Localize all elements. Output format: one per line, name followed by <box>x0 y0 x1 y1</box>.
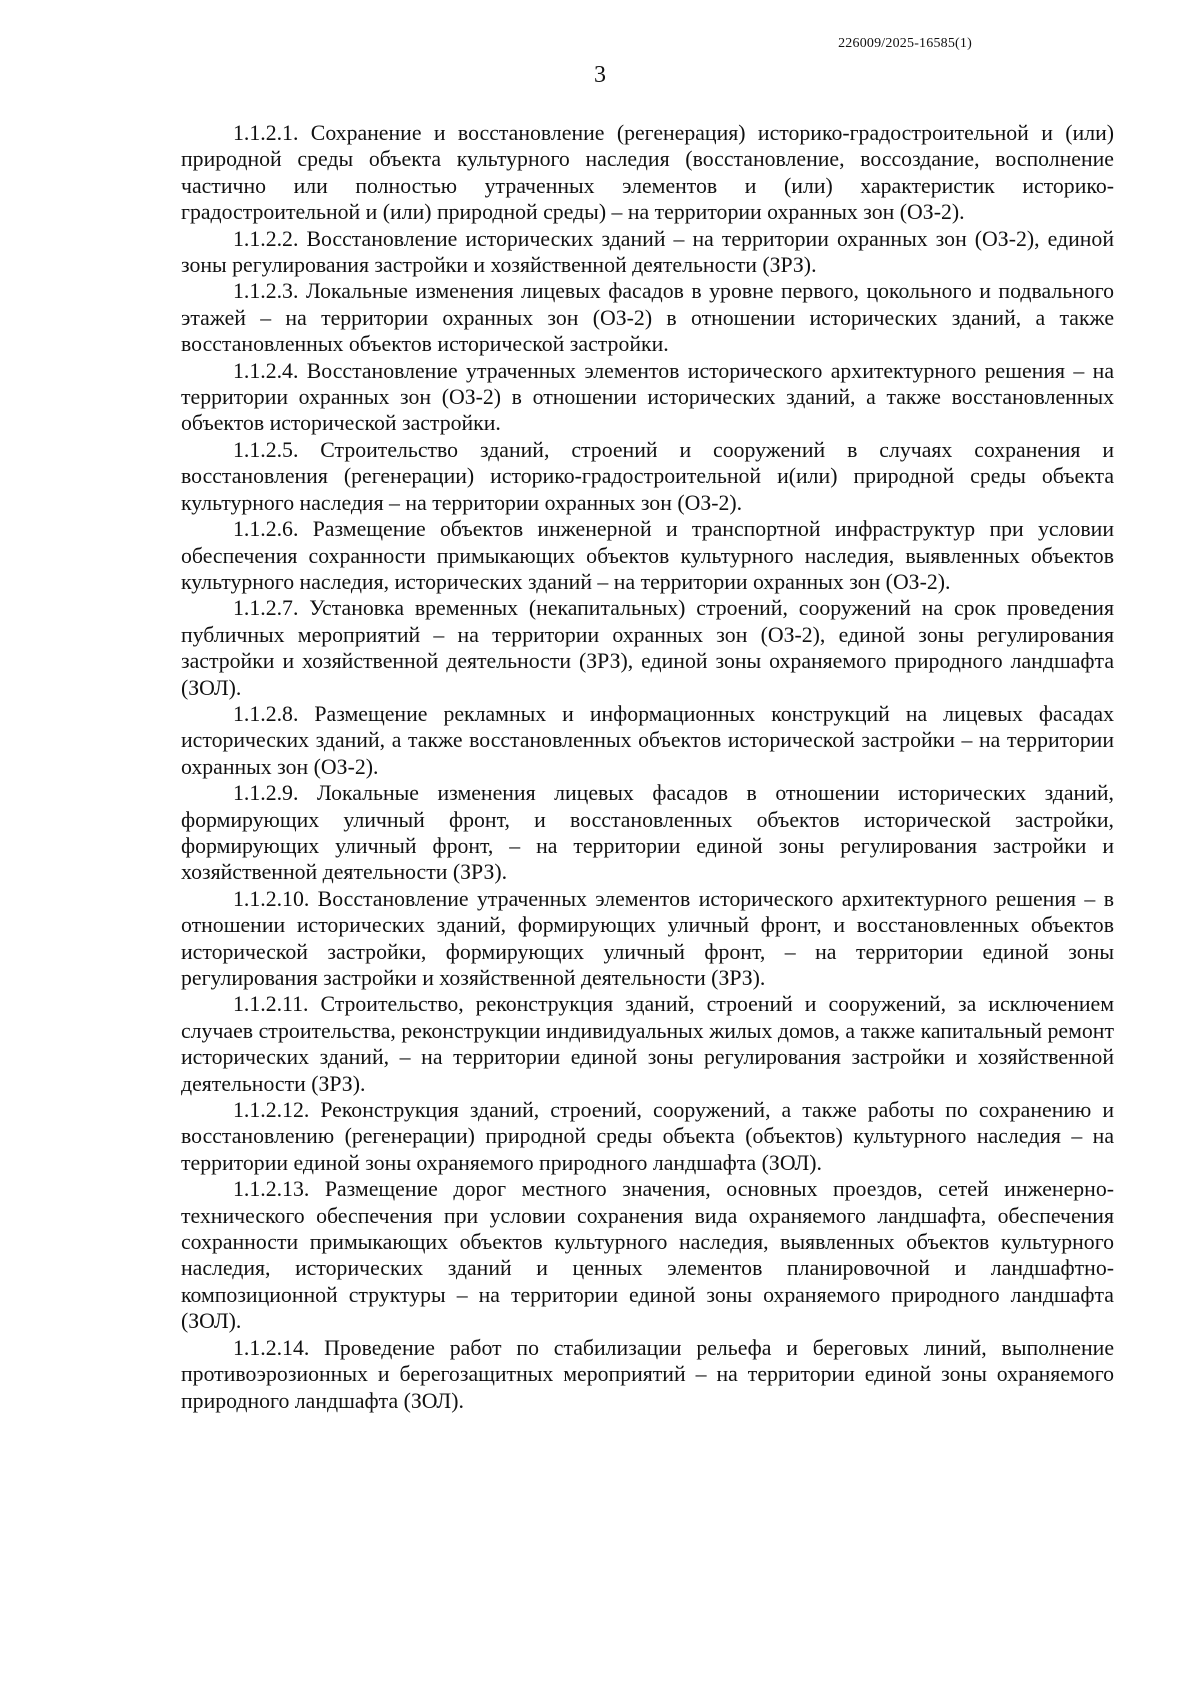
clause-1-1-2-6: 1.1.2.6. Размещение объектов инженерной и транспортной инфраструктур при условии обеспечения сохранности примыкающих объектов культурного наследия, выявленных объектов культурного наследия, исторических зданий – на территории охранных зон (ОЗ-2). <box>181 517 1114 594</box>
document-body <box>181 120 1114 1414</box>
clause-1-1-2-7: 1.1.2.7. Установка временных (некапитальных) строений, сооружений на срок проведения публичных мероприятий – на территории охранных зон (ОЗ-2), единой зоны регулирования застройки и хозяйственной деятельности (ЗРЗ), единой зоны охраняемого природного ландшафта (ЗОЛ). <box>181 596 1114 700</box>
clause-1-1-2-13: 1.1.2.13. Размещение дорог местного значения, основных проездов, сетей инженерно-технического обеспечения при условии сохранения вида охраняемого ландшафта, обеспечения сохранности примыкающих объектов культурного наследия, выявленных объектов культурного наследия, исторических зданий и ценных элементов планировочной и ландшафтно-композиционной структуры – на территории единой зоны охраняемого природного ландшафта (ЗОЛ). <box>181 1177 1114 1334</box>
clause-1-1-2-8: 1.1.2.8. Размещение рекламных и информационных конструкций на лицевых фасадах исторических зданий, а также восстановленных объектов исторической застройки – на территории охранных зон (ОЗ-2). <box>181 701 1114 779</box>
clause-1-1-2-2: 1.1.2.2. Восстановление исторических зданий – на территории охранных зон (ОЗ-2), единой зоны регулирования застройки и хозяйственной деятельности (ЗРЗ). <box>181 226 1114 278</box>
clause-1-1-2-10: 1.1.2.10. Восстановление утраченных элементов исторического архитектурного решения – в отношении исторических зданий, формирующих уличный фронт, и восстановленных объектов исторической застройки, формирующих уличный фронт, – на территории единой зоны регулирования застройки и хозяйственной деятельности (ЗРЗ). <box>181 886 1114 990</box>
clause-1-1-2-12: 1.1.2.12. Реконструкция зданий, строений, сооружений, а также работы по сохранению и восстановлению (регенерации) природной среды объекта (объектов) культурного наследия – на территории единой зоны охраняемого природного ландшафта (ЗОЛ). <box>181 1098 1114 1175</box>
clause-1-1-2-9: 1.1.2.9. Локальные изменения лицевых фасадов в отношении исторических зданий, формирующих уличный фронт, и восстановленных объектов исторической застройки, формирующих уличный фронт, – на территории единой зоны регулирования застройки и хозяйственной деятельности (ЗРЗ). <box>181 781 1114 885</box>
clause-1-1-2-11: 1.1.2.11. Строительство, реконструкция зданий, строений и сооружений, за исключением случаев строительства, реконструкции индивидуальных жилых домов, а также капитальный ремонт исторических зданий, – на территории единой зоны регулирования застройки и хозяйственной деятельности (ЗРЗ). <box>181 992 1114 1096</box>
clause-1-1-2-4: 1.1.2.4. Восстановление утраченных элементов исторического архитектурного решения – на территории охранных зон (ОЗ-2) в отношении исторических зданий, а также восстановленных объектов исторической застройки. <box>181 358 1114 436</box>
page-number: 3 <box>594 62 606 88</box>
document-registration-number: 226009/2025-16585(1) <box>838 36 972 51</box>
clause-1-1-2-14: 1.1.2.14. Проведение работ по стабилизации рельефа и береговых линий, выполнение противоэрозионных и берегозащитных мероприятий – на территории единой зоны охраняемого природного ландшафта (ЗОЛ). <box>181 1335 1114 1413</box>
clause-1-1-2-3: 1.1.2.3. Локальные изменения лицевых фасадов в уровне первого, цокольного и подвального этажей – на территории охранных зон (ОЗ-2) в отношении исторических зданий, а также восстановленных объектов исторической застройки. <box>181 279 1114 357</box>
clause-1-1-2-1: 1.1.2.1. Сохранение и восстановление (регенерация) историко-градостроительной и (или) природной среды объекта культурного наследия (восстановление, воссоздание, восполнение частично или полностью утраченных элементов и (или) характеристик историко-градостроительной и (или) природной среды) – на территории охранных зон (ОЗ-2). <box>181 121 1114 225</box>
clause-1-1-2-5: 1.1.2.5. Строительство зданий, строений и сооружений в случаях сохранения и восстановления (регенерации) историко-градостроительной и(или) природной среды объекта культурного наследия – на территории охранных зон (ОЗ-2). <box>181 437 1114 515</box>
